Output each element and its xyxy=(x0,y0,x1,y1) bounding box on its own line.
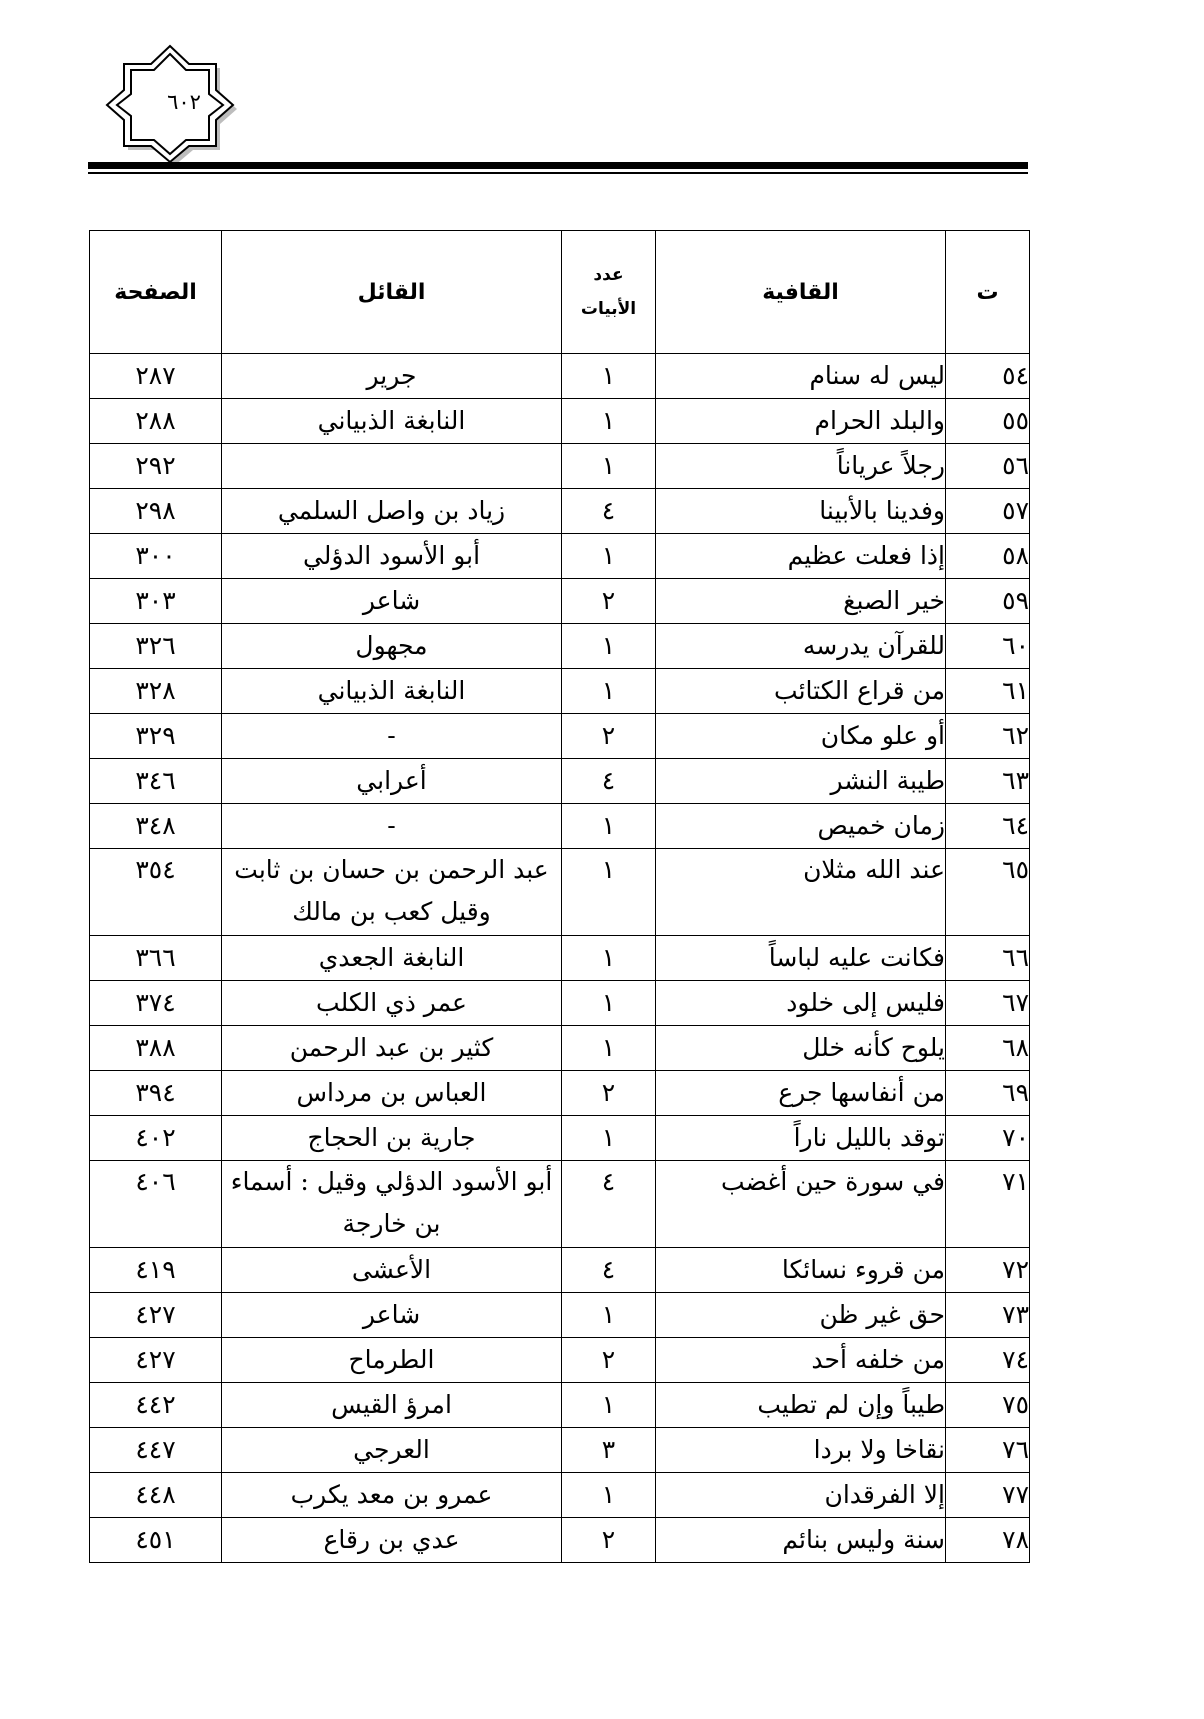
row-index-cell: ٧٦ xyxy=(946,1428,1030,1473)
table-row xyxy=(90,849,1030,936)
row-index-cell: ٥٤ xyxy=(946,354,1030,399)
page-cell: ٤٠٦ xyxy=(90,1161,222,1248)
row-index-cell: ٧٧ xyxy=(946,1473,1030,1518)
table-row xyxy=(90,714,1030,759)
verse-count-cell: ١ xyxy=(562,804,656,849)
row-index-cell: ٦٩ xyxy=(946,1071,1030,1116)
verse-count-cell: ١ xyxy=(562,1116,656,1161)
verse-count-cell: ١ xyxy=(562,1026,656,1071)
row-index-cell: ٦٣ xyxy=(946,759,1030,804)
verse-count-cell: ١ xyxy=(562,849,656,936)
rhyme-cell: توقد بالليل ناراً xyxy=(656,1116,946,1161)
poet-cell: شاعر xyxy=(222,1293,562,1338)
verse-count-cell: ٢ xyxy=(562,579,656,624)
page-cell: ٣٨٨ xyxy=(90,1026,222,1071)
poet-cell: العرجي xyxy=(222,1428,562,1473)
rhyme-cell: في سورة حين أغضب xyxy=(656,1161,946,1248)
rhyme-cell: إلا الفرقدان xyxy=(656,1473,946,1518)
header-page: الصفحة xyxy=(90,231,222,354)
rhyme-cell: عند الله مثلان xyxy=(656,849,946,936)
page-cell: ٣٠٣ xyxy=(90,579,222,624)
verse-count-cell: ٢ xyxy=(562,714,656,759)
poet-cell: الأعشى xyxy=(222,1248,562,1293)
poet-cell: أبو الأسود الدؤلي xyxy=(222,534,562,579)
table-row xyxy=(90,444,1030,489)
row-index-cell: ٦١ xyxy=(946,669,1030,714)
rhyme-cell: أو علو مكان xyxy=(656,714,946,759)
header-verse-count-line2: الأبيات xyxy=(580,299,637,319)
page-number: ٦٠٢ xyxy=(167,90,201,114)
verse-count-cell: ١ xyxy=(562,1383,656,1428)
poet-cell: الطرماح xyxy=(222,1338,562,1383)
page-number-badge xyxy=(102,44,242,166)
verse-count-cell: ٤ xyxy=(562,1161,656,1248)
table-row xyxy=(90,579,1030,624)
row-index-cell: ٥٥ xyxy=(946,399,1030,444)
rhyme-cell: فكانت عليه لباساً xyxy=(656,936,946,981)
page-cell: ٢٩٨ xyxy=(90,489,222,534)
table-row xyxy=(90,624,1030,669)
row-index-cell: ٧٣ xyxy=(946,1293,1030,1338)
table-row xyxy=(90,1026,1030,1071)
verse-count-cell: ٤ xyxy=(562,489,656,534)
page-cell: ٣٥٤ xyxy=(90,849,222,936)
table-row xyxy=(90,1473,1030,1518)
row-index-cell: ٦٥ xyxy=(946,849,1030,936)
page-cell: ٤٤٨ xyxy=(90,1473,222,1518)
header-rule-thin xyxy=(88,172,1028,174)
page-cell: ٢٩٢ xyxy=(90,444,222,489)
table-row xyxy=(90,1293,1030,1338)
header-verse-count xyxy=(562,231,656,354)
verse-count-cell: ٤ xyxy=(562,1248,656,1293)
rhyme-cell: يلوح كأنه خلل xyxy=(656,1026,946,1071)
row-index-cell: ٦٧ xyxy=(946,981,1030,1026)
poet-cell: أبو الأسود الدؤلي وقيل : أسماء بن خارجة xyxy=(222,1161,562,1248)
verse-count-cell: ٣ xyxy=(562,1428,656,1473)
rhyme-cell: وفدينا بالأبينا xyxy=(656,489,946,534)
page-cell: ٢٨٧ xyxy=(90,354,222,399)
row-index-cell: ٧٤ xyxy=(946,1338,1030,1383)
verse-count-cell: ٢ xyxy=(562,1338,656,1383)
table-row xyxy=(90,1248,1030,1293)
poet-cell: كثير بن عبد الرحمن xyxy=(222,1026,562,1071)
verse-count-cell: ١ xyxy=(562,1293,656,1338)
table-row xyxy=(90,1116,1030,1161)
header-rule-thick xyxy=(88,162,1028,169)
table-row xyxy=(90,981,1030,1026)
row-index-cell: ٥٩ xyxy=(946,579,1030,624)
verse-count-cell: ١ xyxy=(562,936,656,981)
page-cell: ٣٢٦ xyxy=(90,624,222,669)
rhyme-cell: سنة وليس بنائم xyxy=(656,1518,946,1563)
table-row xyxy=(90,759,1030,804)
poet-cell: امرؤ القيس xyxy=(222,1383,562,1428)
page-cell: ٣٤٦ xyxy=(90,759,222,804)
rhyme-cell: رجلاً عرياناً xyxy=(656,444,946,489)
row-index-cell: ٧١ xyxy=(946,1161,1030,1248)
rhyme-cell: نقاخا ولا بردا xyxy=(656,1428,946,1473)
verse-count-cell: ١ xyxy=(562,981,656,1026)
verse-count-cell: ١ xyxy=(562,399,656,444)
page-cell: ٤٤٢ xyxy=(90,1383,222,1428)
page-cell: ٤٤٧ xyxy=(90,1428,222,1473)
page-cell: ٣٠٠ xyxy=(90,534,222,579)
verse-count-cell: ٢ xyxy=(562,1518,656,1563)
table-row xyxy=(90,1161,1030,1248)
header-index: ت xyxy=(946,231,1030,354)
page-cell: ٣٢٩ xyxy=(90,714,222,759)
header-verse-count-line1: عدد xyxy=(593,265,624,285)
row-index-cell: ٥٨ xyxy=(946,534,1030,579)
page-cell: ٤٢٧ xyxy=(90,1293,222,1338)
page-cell: ٤٥١ xyxy=(90,1518,222,1563)
poet-cell: - xyxy=(222,804,562,849)
row-index-cell: ٦٤ xyxy=(946,804,1030,849)
rhyme-cell: زمان خميص xyxy=(656,804,946,849)
page-cell: ٣٦٦ xyxy=(90,936,222,981)
table-row xyxy=(90,534,1030,579)
poet-cell xyxy=(222,444,562,489)
table-row xyxy=(90,1383,1030,1428)
rhyme-cell: من قراع الكتائب xyxy=(656,669,946,714)
rhyme-cell: إذا فعلت عظيم xyxy=(656,534,946,579)
poet-cell: عمر ذي الكلب xyxy=(222,981,562,1026)
table-row xyxy=(90,399,1030,444)
poet-cell: النابغة الجعدي xyxy=(222,936,562,981)
page-cell: ٢٨٨ xyxy=(90,399,222,444)
poet-cell: العباس بن مرداس xyxy=(222,1071,562,1116)
poet-cell: عدي بن رقاع xyxy=(222,1518,562,1563)
rhyme-cell: ليس له سنام xyxy=(656,354,946,399)
poet-cell: - xyxy=(222,714,562,759)
row-index-cell: ٧٢ xyxy=(946,1248,1030,1293)
table-header-row xyxy=(90,231,1030,354)
page-cell: ٤٢٧ xyxy=(90,1338,222,1383)
page-cell: ٣٤٨ xyxy=(90,804,222,849)
row-index-cell: ٧٠ xyxy=(946,1116,1030,1161)
table-body xyxy=(90,354,1030,1563)
page-cell: ٤٠٢ xyxy=(90,1116,222,1161)
rhyme-cell: حق غير ظن xyxy=(656,1293,946,1338)
table-row xyxy=(90,936,1030,981)
verse-count-cell: ١ xyxy=(562,354,656,399)
table-row xyxy=(90,1518,1030,1563)
page-cell: ٣٩٤ xyxy=(90,1071,222,1116)
table-row xyxy=(90,669,1030,714)
verse-count-cell: ١ xyxy=(562,534,656,579)
poet-cell: عمرو بن معد يكرب xyxy=(222,1473,562,1518)
poet-cell: عبد الرحمن بن حسان بن ثابت وقيل كعب بن مالك xyxy=(222,849,562,936)
rhyme-cell: خير الصبغ xyxy=(656,579,946,624)
poet-cell: جرير xyxy=(222,354,562,399)
header-poet: القائل xyxy=(222,231,562,354)
rhyme-cell: طيبة النشر xyxy=(656,759,946,804)
poet-cell: النابغة الذبياني xyxy=(222,399,562,444)
page-cell: ٣٢٨ xyxy=(90,669,222,714)
table-row xyxy=(90,1338,1030,1383)
row-index-cell: ٦٨ xyxy=(946,1026,1030,1071)
row-index-cell: ٧٨ xyxy=(946,1518,1030,1563)
row-index-cell: ٧٥ xyxy=(946,1383,1030,1428)
row-index-cell: ٦٠ xyxy=(946,624,1030,669)
table-row xyxy=(90,1428,1030,1473)
rhyme-cell: والبلد الحرام xyxy=(656,399,946,444)
poet-cell: النابغة الذبياني xyxy=(222,669,562,714)
rhyme-cell: من قروء نسائكا xyxy=(656,1248,946,1293)
page-cell: ٤١٩ xyxy=(90,1248,222,1293)
poet-cell: مجهول xyxy=(222,624,562,669)
rhyme-cell: للقرآن يدرسه xyxy=(656,624,946,669)
table-row xyxy=(90,1071,1030,1116)
rhyme-cell: من أنفاسها جرع xyxy=(656,1071,946,1116)
rhyme-cell: فليس إلى خلود xyxy=(656,981,946,1026)
poet-cell: أعرابي xyxy=(222,759,562,804)
row-index-cell: ٦٦ xyxy=(946,936,1030,981)
poet-cell: زياد بن واصل السلمي xyxy=(222,489,562,534)
rhyme-cell: طيباً وإن لم تطيب xyxy=(656,1383,946,1428)
rhyme-index-table xyxy=(89,230,1030,1563)
table-row xyxy=(90,804,1030,849)
poet-cell: جارية بن الحجاج xyxy=(222,1116,562,1161)
verse-count-cell: ١ xyxy=(562,444,656,489)
table-row xyxy=(90,489,1030,534)
verse-count-cell: ١ xyxy=(562,1473,656,1518)
page-cell: ٣٧٤ xyxy=(90,981,222,1026)
verse-count-cell: ١ xyxy=(562,624,656,669)
row-index-cell: ٥٧ xyxy=(946,489,1030,534)
verse-count-cell: ٢ xyxy=(562,1071,656,1116)
header-rhyme: القافية xyxy=(656,231,946,354)
table-row xyxy=(90,354,1030,399)
verse-count-cell: ٤ xyxy=(562,759,656,804)
rhyme-cell: من خلفه أحد xyxy=(656,1338,946,1383)
row-index-cell: ٦٢ xyxy=(946,714,1030,759)
row-index-cell: ٥٦ xyxy=(946,444,1030,489)
poet-cell: شاعر xyxy=(222,579,562,624)
verse-count-cell: ١ xyxy=(562,669,656,714)
